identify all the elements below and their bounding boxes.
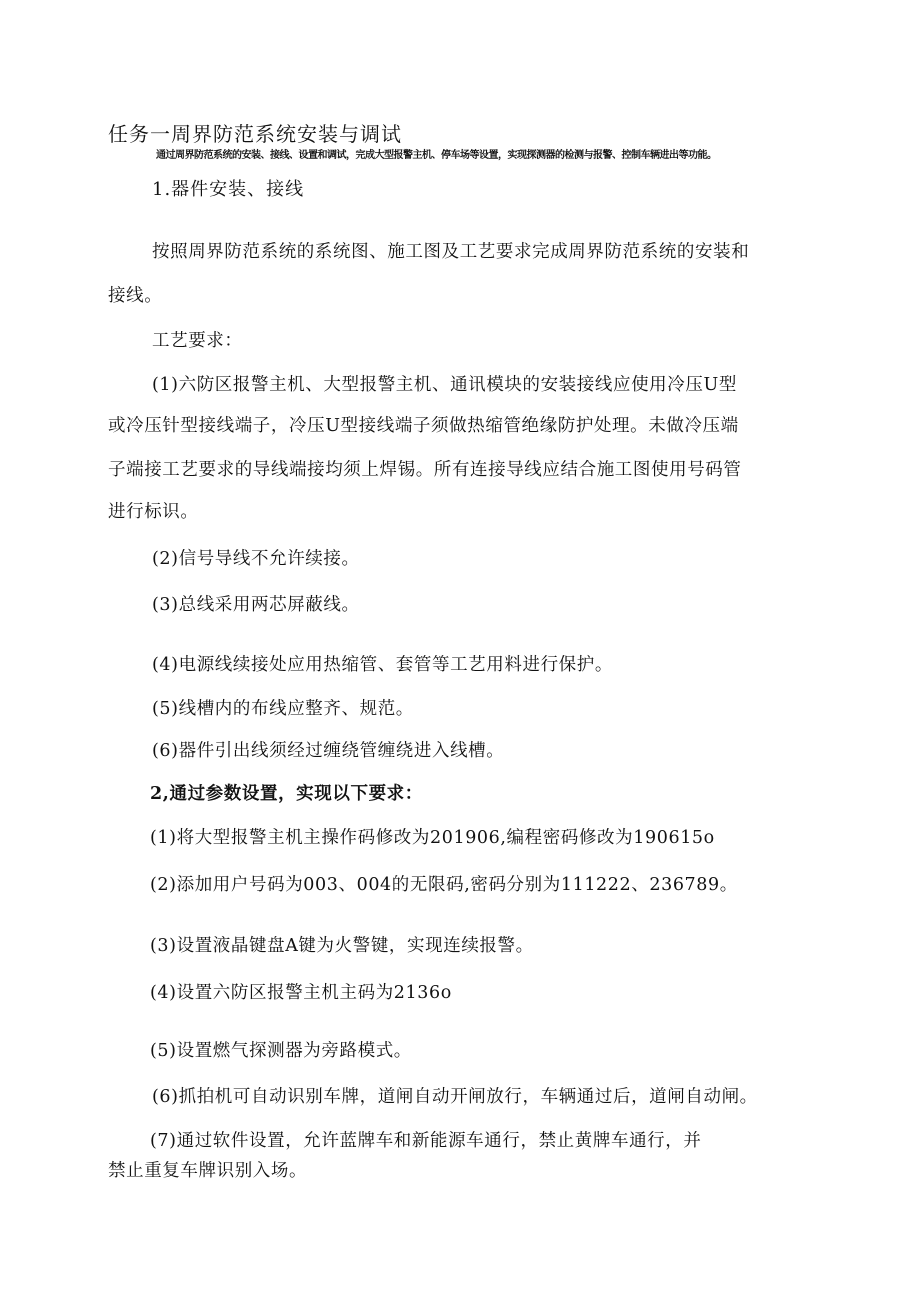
req-item-1-line4: 进行标识。 [108, 502, 199, 522]
setting-item-6: (6)抓拍机可自动识别车牌，道闸自动开闸放行，车辆通过后，道闸自动闸。 [152, 1087, 758, 1107]
setting-item-2: (2)添加用户号码为003、004的无限码,密码分别为111222、236789。 [150, 875, 738, 895]
page-title: 任务一周界防范系统安装与调试 [108, 122, 402, 146]
req-item-5: (5)线槽内的布线应整齐、规范。 [152, 699, 414, 719]
req-item-6: (6)器件引出线须经过缠绕管缠绕进入线槽。 [152, 741, 505, 761]
page-subtitle: 通过周界防范系统的安装、接线、设置和调试，完成大型报警主机、停车场等设置，实现探测器的检测与报警、控制车辆进出等功能。 [156, 150, 717, 161]
section1-intro-line2: 接线。 [108, 286, 163, 306]
setting-item-7-line2: 禁止重复车牌识别入场。 [108, 1161, 308, 1181]
section2-heading: 2,通过参数设置，实现以下要求： [150, 784, 423, 804]
setting-item-7-line1: (7)通过软件设置，允许蓝牌车和新能源车通行，禁止黄牌车通行，并 [150, 1131, 702, 1151]
req-item-3: (3)总线采用两芯屏蔽线。 [152, 595, 360, 615]
setting-item-4: (4)设置六防区报警主机主码为2136o [150, 983, 452, 1003]
setting-item-3: (3)设置液晶键盘A键为火警键，实现连续报警。 [150, 936, 534, 956]
section1-intro-line1: 按照周界防范系统的系统图、施工图及工艺要求完成周界防范系统的安装和 [152, 242, 750, 262]
req-item-4: (4)电源线续接处应用热缩管、套管等工艺用料进行保护。 [152, 655, 613, 675]
requirements-label: 工艺要求： [152, 331, 243, 351]
req-item-1-line2: 或冷压针型接线端子，冷压U型接线端子须做热缩管绝缘防护处理。未做冷压端 [108, 416, 739, 436]
section1-heading: 1.器件安装、接线 [152, 179, 305, 200]
req-item-1-line3: 子端接工艺要求的导线端接均须上焊锡。所有连接导线应结合施工图使用号码管 [108, 460, 742, 480]
req-item-2: (2)信号导线不允许续接。 [152, 549, 360, 569]
setting-item-1: (1)将大型报警主机主操作码修改为201906,编程密码修改为190615o [150, 828, 715, 848]
setting-item-5: (5)设置燃气探测器为旁路模式。 [150, 1041, 412, 1061]
req-item-1-line1: (1)六防区报警主机、大型报警主机、通讯模块的安装接线应使用冷压U型 [152, 375, 737, 395]
